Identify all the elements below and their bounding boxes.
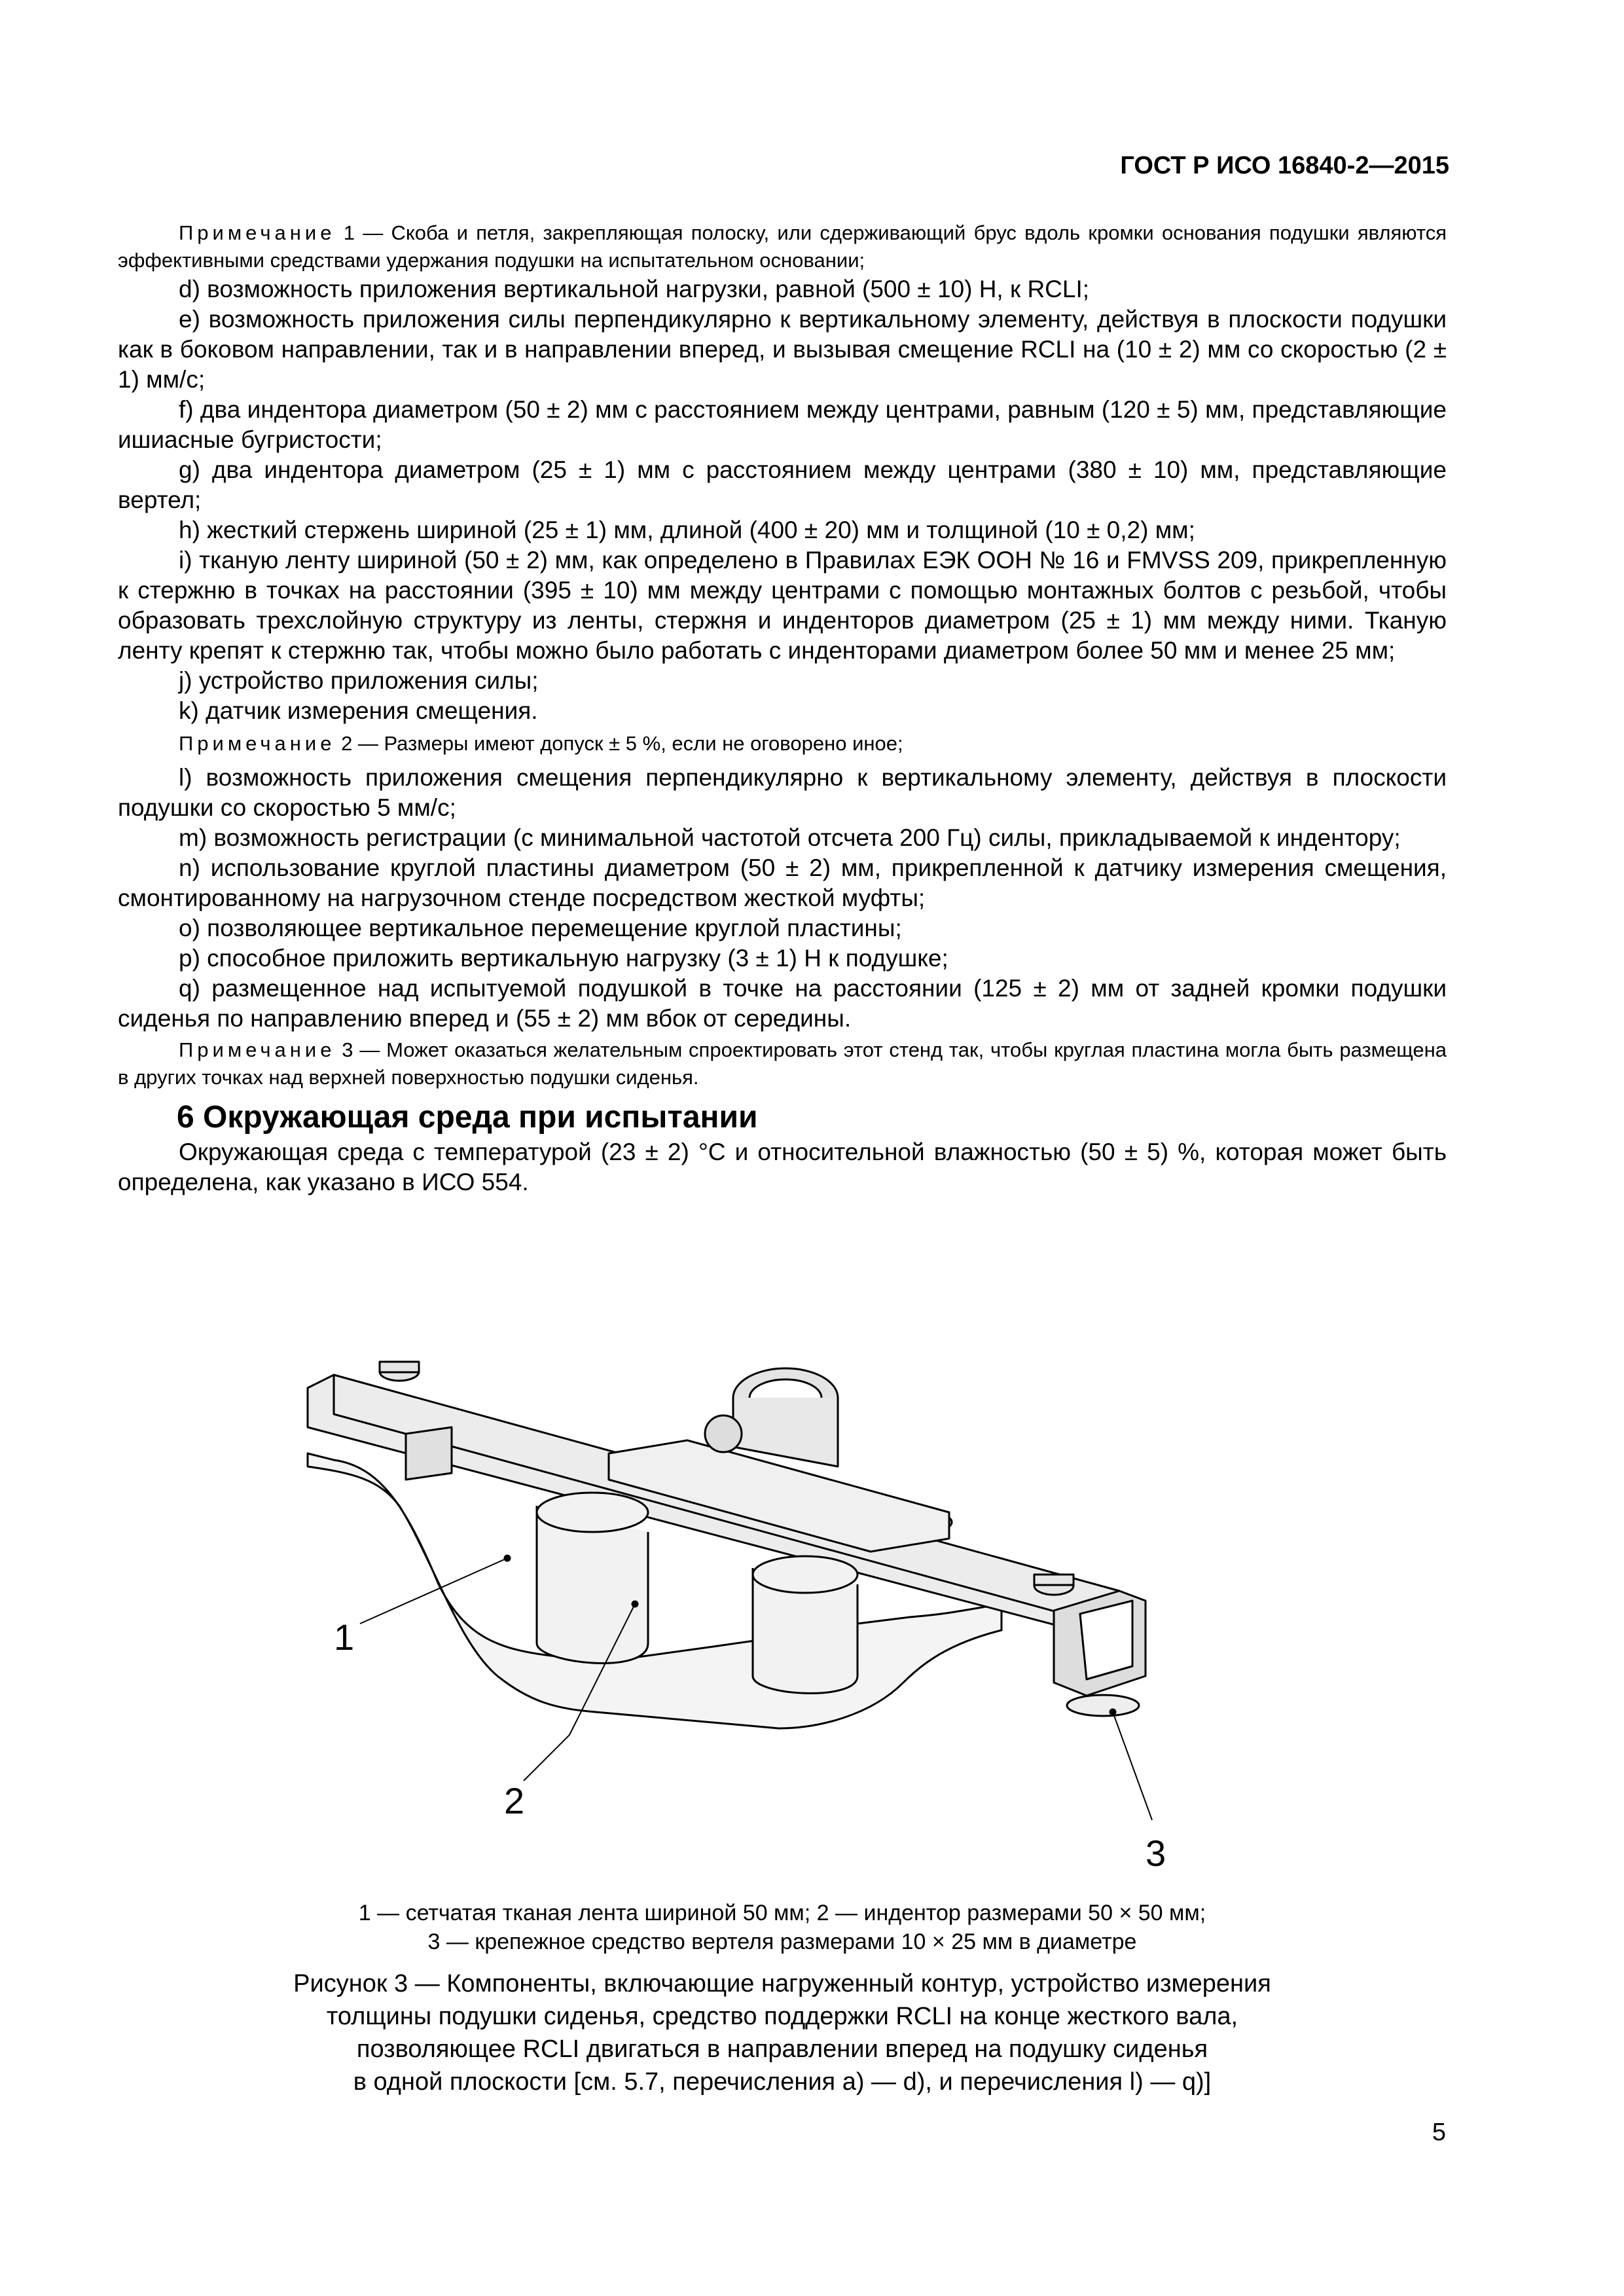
list-item-l: l) возможность приложения смещения перпендикулярно к вертикальному элементу, действуя в плоскости подушки со скоростью 5 мм/с; xyxy=(118,764,1447,821)
list-item-q: q) размещенное над испытуемой подушкой в точке на расстоянии (125 ± 2) мм от задней кромки подушки сиденья по направлению вперед и (55 ± 2) мм вбок от середины. xyxy=(118,975,1447,1032)
indentor-large xyxy=(753,1556,857,1693)
list-item-k: k) датчик измерения смещения. xyxy=(179,697,538,724)
figure-title-line: толщины подушки сиденья, средство поддержки RCLI на конце жесткого вала, xyxy=(326,2003,1238,2030)
figure-title-line: в одной плоскости [см. 5.7, перечисления а) — d), и перечисления l) — q)] xyxy=(353,2068,1212,2096)
list-item-i: i) тканую ленту шириной (50 ± 2) мм, как определено в Правилах ЕЭК ООН № 16 и FMVSS 209, прикрепленную к стержню в точках на расстоянии (395 ± 10) мм между центрами с помощью монтажных болтов с резьбой, чтобы образовать трехслойную структуру из ленты, стержня и инденторов диаметром (25 ± 1) мм между ними. Тканую ленту крепят к стержню так, чтобы можно было работать с инденторами диаметром более 50 мм и менее 25 мм; xyxy=(118,547,1447,664)
list-item-m: m) возможность регистрации (с минимальной частотой отсчета 200 Гц) силы, прикладываемой к индентору; xyxy=(179,824,1401,851)
note-2: Примечание 2 — Размеры имеют допуск ± 5 %, если не оговорено иное; xyxy=(179,732,903,755)
trochanter-fixing xyxy=(1067,1695,1139,1716)
list-item-f: f) два индентора диаметром (50 ± 2) мм с расстоянием между центрами, равным (120 ± 5) мм, представляющие ишиасные бугристости; xyxy=(118,396,1447,453)
note-label: Примечание xyxy=(179,1038,336,1061)
figure-legend-line: 1 — сетчатая тканая лента шириной 50 мм; 2 — индентор размерами 50 × 50 мм; xyxy=(358,1901,1206,1925)
figure-title-line: Рисунок 3 — Компоненты, включающие нагруженный контур, устройство измерения xyxy=(293,1970,1271,1997)
note-label: Примечание xyxy=(179,732,336,755)
note-1: Примечание 1 — Скоба и петля, закрепляющая полоску, или сдерживающий брус вдоль кромки основания подушки являются эффективными средствами удержания подушки на испытательном основании; xyxy=(118,221,1447,272)
section-6-heading: 6 Окружающая среда при испытании xyxy=(177,1100,758,1135)
note-label: Примечание xyxy=(179,221,336,244)
list-item-g: g) два индентора диаметром (25 ± 1) мм с расстоянием между центрами (380 ± 10) мм, представляющие вертел; xyxy=(118,456,1447,513)
callout-3: 3 xyxy=(1146,1832,1166,1874)
list-item-h: h) жесткий стержень шириной (25 ± 1) мм, длиной (400 ± 20) мм и толщиной (10 ± 0,2) мм; xyxy=(179,517,1195,543)
list-item-o: o) позволяющее вертикальное перемещение круглой пластины; xyxy=(179,915,902,941)
section-6-text: Окружающая среда с температурой (23 ± 2) °С и относительной влажностью (50 ± 5) %, которая может быть определена, как указано в ИСО 554. xyxy=(118,1139,1447,1195)
note-3: Примечание 3 — Может оказаться желательным спроектировать этот стенд так, чтобы круглая пластина могла быть размещена в других точках над верхней поверхностью подушки сиденья. xyxy=(118,1038,1447,1089)
callout-2: 2 xyxy=(504,1780,525,1821)
list-item-j: j) устройство приложения силы; xyxy=(179,667,539,694)
list-item-p: p) способное приложить вертикальную нагрузку (3 ± 1) Н к подушке; xyxy=(179,945,948,972)
list-item-e: e) возможность приложения силы перпендикулярно к вертикальному элементу, действуя в плоскости подушки как в боковом направлении, так и в направлении вперед, и вызывая смещение RCLI на (10 ± 2) мм со скоростью (2 ± 1) мм/с; xyxy=(118,306,1447,393)
main-text xyxy=(118,219,1447,1197)
document-header: ГОСТ Р ИСО 16840-2—2015 xyxy=(1120,152,1449,179)
figure-title-line: позволяющее RCLI двигаться в направлении вперед на подушку сиденья xyxy=(356,2035,1208,2063)
list-item-d: d) возможность приложения вертикальной нагрузки, равной (500 ± 10) Н, к RCLI; xyxy=(179,276,1090,302)
figure-legend xyxy=(118,1899,1447,1956)
figure-3-drawing xyxy=(281,1336,1290,1892)
indentor-large xyxy=(537,1493,648,1663)
figure-title xyxy=(118,1967,1447,2098)
figure-legend-line: 3 — крепежное средство вертеля размерами 10 × 25 мм в диаметре xyxy=(427,1929,1137,1954)
callout-1: 1 xyxy=(334,1616,355,1658)
page-number: 5 xyxy=(1432,2119,1446,2146)
list-item-n: n) использование круглой пластины диаметром (50 ± 2) мм, прикрепленной к датчику измерения смещения, смонтированному на нагрузочном стенде посредством жесткой муфты; xyxy=(118,854,1447,911)
